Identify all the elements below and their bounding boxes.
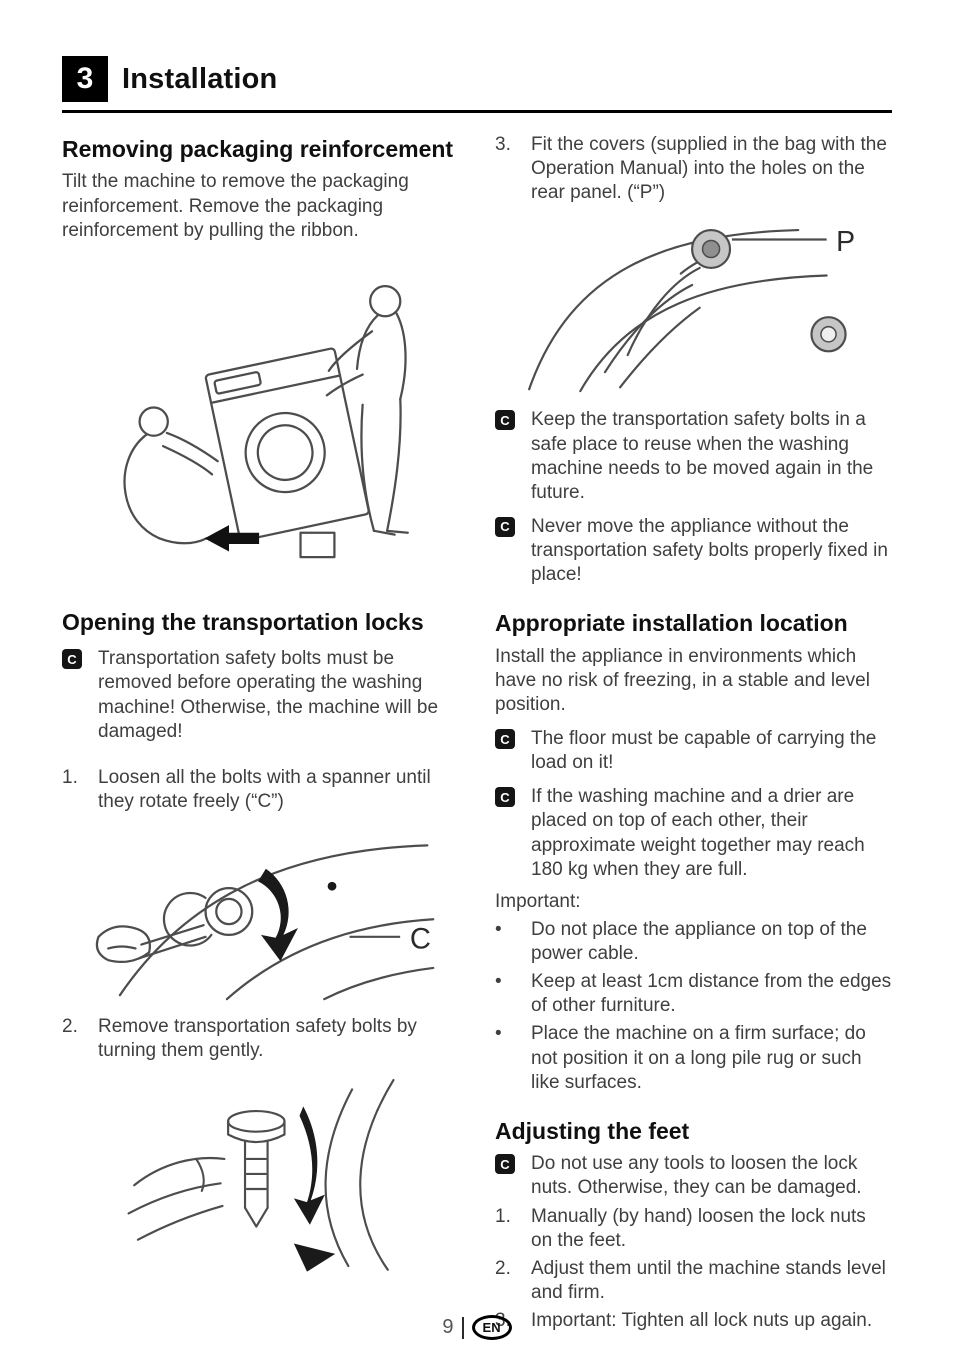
step-text: Manually (by hand) loosen the lock nuts on the feet.	[531, 1205, 866, 1251]
step-text: Loosen all the bolts with a spanner until they rotate freely (“C”)	[98, 766, 431, 812]
figure-c-label: C	[409, 923, 431, 956]
bullet-furniture-distance	[495, 970, 892, 1018]
installation-location-body: Install the appliance in environments which have no risk of freezing, in a stable and level position.	[495, 645, 870, 715]
note-keep-bolts	[495, 408, 892, 505]
bullet-icon: •	[495, 971, 502, 993]
step-number: 3.	[495, 134, 511, 155]
figure-p-label: P	[835, 226, 855, 259]
bullet-power-cable	[495, 918, 892, 966]
step-number: 2.	[62, 1016, 78, 1037]
chapter-number: 3	[62, 56, 108, 102]
footer-divider	[462, 1317, 464, 1339]
note-text: Keep the transportation safety bolts in a safe place to reuse when the washing machine needs to be moved again in the future.	[531, 409, 874, 503]
note-text: Transportation safety bolts must be removed before operating the washing machine! Otherwise, the machine will be damaged!	[98, 648, 439, 742]
step-text: Important: Tighten all lock nuts up again.	[531, 1310, 873, 1331]
arrow-left-icon	[204, 525, 259, 551]
bullet-text: Keep at least 1cm distance from the edges of other furniture.	[531, 971, 892, 1017]
small-arrow-icon	[293, 1244, 334, 1272]
info-icon: C	[495, 727, 531, 775]
page-number: 9	[442, 1316, 454, 1338]
bullet-icon: •	[495, 918, 502, 940]
info-icon: C	[495, 785, 531, 882]
rotation-arrow-icon	[258, 869, 298, 961]
note-text: The floor must be capable of carrying the load on it!	[531, 728, 877, 774]
note-never-move	[495, 515, 892, 587]
header-rule	[62, 110, 892, 113]
removing-packaging-body: Tilt the machine to remove the packaging reinforcement. Remove the packaging reinforcement by pulling the ribbon.	[62, 171, 409, 241]
bullet-icon: •	[495, 1023, 502, 1045]
chapter-title: Installation	[122, 62, 278, 95]
section-heading-adjusting-feet: Adjusting the feet	[495, 1117, 690, 1144]
numbered-step-loosen-bolts	[62, 766, 459, 814]
page-footer	[0, 1315, 954, 1340]
pull-arrow-icon	[293, 1107, 324, 1225]
info-icon: C	[495, 1152, 531, 1200]
section-heading-transportation-locks: Opening the transportation locks	[62, 608, 424, 635]
note-text: If the washing machine and a drier are placed on top of each other, their approximate weight together may reach 180 kg when they are full.	[531, 786, 865, 880]
info-icon: C	[62, 647, 98, 744]
step-text: Fit the covers (supplied in the bag with the Operation Manual) into the holes on the rear panel. (“P”)	[531, 134, 887, 204]
numbered-step-remove-bolts	[62, 1015, 459, 1063]
numbered-step-adjust-level	[495, 1257, 892, 1305]
important-label: Important:	[495, 890, 581, 912]
note-text: Do not use any tools to loosen the lock nuts. Otherwise, they can be damaged.	[531, 1153, 862, 1199]
numbered-step-loosen-nuts	[495, 1205, 892, 1253]
remove-bolt-illustration	[106, 1071, 416, 1276]
figure-rear-cover	[495, 213, 892, 398]
step-text: Adjust them until the machine stands level and firm.	[531, 1257, 886, 1303]
note-no-tools	[495, 1152, 892, 1200]
figure-spanner-bolt	[62, 822, 459, 1007]
language-badge: EN	[472, 1315, 512, 1340]
bullet-firm-surface	[495, 1022, 892, 1094]
left-column	[62, 127, 459, 1333]
section-heading-installation-location: Appropriate installation location	[495, 610, 848, 637]
bullet-text: Place the machine on a firm surface; do not position it on a long pile rug or such like surfaces.	[531, 1023, 866, 1093]
right-column	[495, 127, 892, 1333]
note-text: Never move the appliance without the transportation safety bolts properly fixed in place!	[531, 515, 888, 586]
spanner-bolt-illustration	[76, 822, 446, 1002]
step-number: 2.	[495, 1257, 511, 1279]
step-number: 1.	[495, 1205, 511, 1227]
section-heading-removing-packaging: Removing packaging reinforcement	[62, 136, 454, 162]
info-icon: C	[495, 408, 531, 505]
content-columns	[62, 127, 892, 1333]
info-icon: C	[495, 515, 531, 587]
step-number: 1.	[62, 766, 78, 788]
chapter-header	[62, 56, 892, 102]
rear-cover-illustration	[509, 213, 879, 393]
note-stacked-weight	[495, 785, 892, 882]
tilting-machine-illustration	[101, 251, 421, 581]
bullet-text: Do not place the appliance on top of the power cable.	[531, 918, 867, 965]
note-floor-load	[495, 727, 892, 775]
note-transportation-bolts	[62, 647, 459, 744]
step-number: 3.	[495, 1310, 511, 1331]
numbered-step-fit-covers	[495, 133, 892, 205]
figure-tilting-machine	[62, 251, 459, 586]
figure-remove-bolt	[62, 1071, 459, 1281]
step-text: Remove transportation safety bolts by turning them gently.	[98, 1016, 417, 1062]
